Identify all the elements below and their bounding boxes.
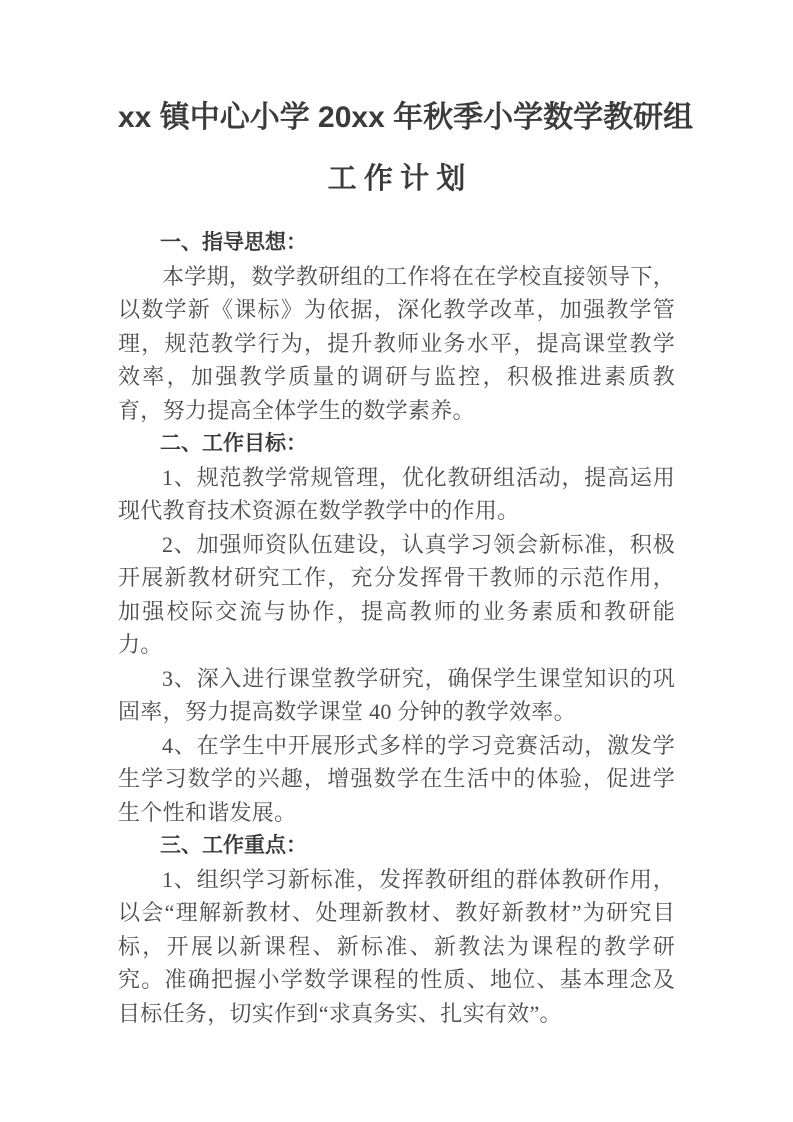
paragraph-work-goal-3: 3、深入进行课堂教学研究，确保学生课堂知识的巩固率，努力提高数学课堂 40 分钟的教学效率。 bbox=[118, 665, 675, 724]
section-heading-guiding-ideology: 一、指导思想： bbox=[160, 231, 307, 254]
document-title: xx 镇中心小学 20xx 年秋季小学数学教研组 bbox=[118, 101, 694, 134]
section-heading-work-priorities: 三、工作重点： bbox=[160, 834, 307, 857]
paragraph-guiding-ideology: 本学期，数学教研组的工作将在在学校直接领导下，以数学新《课标》为依据，深化教学改革，加强教学管理，规范教学行为，提升教师业务水平，提高课堂教学效率，加强教学质量的调研与监控，积极推进素质教育，努力提高全体学生的数学素养。 bbox=[118, 263, 675, 423]
paragraph-work-goal-4: 4、在学生中开展形式多样的学习竞赛活动，激发学生学习数学的兴趣，增强数学在生活中的体验，促进学生个性和谐发展。 bbox=[118, 732, 675, 825]
paragraph-work-goal-2: 2、加强师资队伍建设，认真学习领会新标准，积极开展新教材研究工作，充分发挥骨干教师的示范作用，加强校际交流与协作，提高教师的业务素质和教研能力。 bbox=[118, 531, 675, 657]
paragraph-work-goal-1: 1、规范教学常规管理，优化教研组活动，提高运用现代教育技术资源在数学教学中的作用。 bbox=[118, 464, 675, 523]
section-heading-work-goals: 二、工作目标： bbox=[160, 432, 307, 455]
paragraph-work-priority-1: 1、组织学习新标准，发挥教研组的群体教研作用，以会“理解新教材、处理新教材、教好新教材”为研究目标，开展以新课程、新标准、新教法为课程的教学研究。准确把握小学数学课程的性质、地位、基本理念及目标任务，切实作到“求真务实、扎实有效”。 bbox=[118, 866, 675, 1026]
document-subtitle: 工 作 计 划 bbox=[327, 163, 466, 195]
document-body bbox=[118, 226, 675, 1030]
